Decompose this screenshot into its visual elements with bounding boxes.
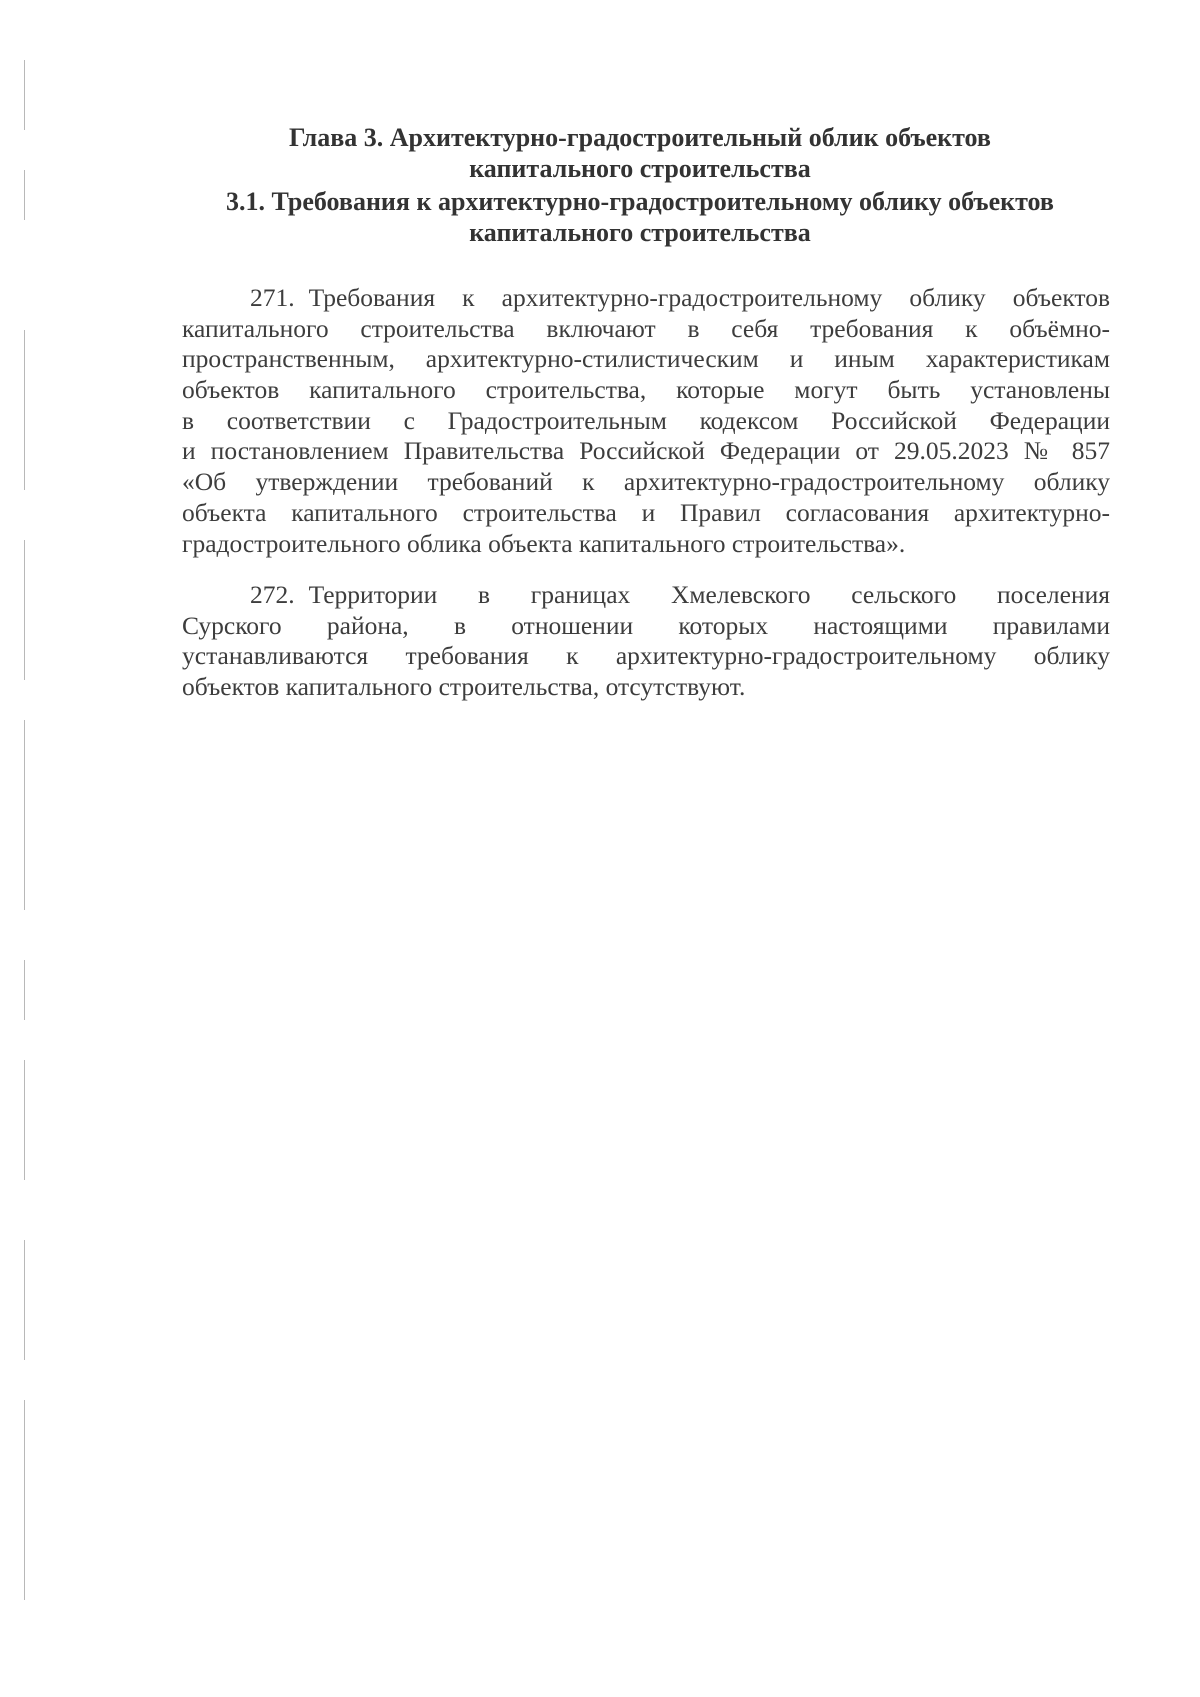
- chapter-title-line-2: капитального строительства: [469, 154, 811, 183]
- paragraph-line: объектов капитального строительства, отсутствуют.: [182, 672, 746, 702]
- paragraph-number: 272.: [250, 580, 295, 609]
- paragraph-272: [182, 580, 1110, 703]
- section-title-line-1: 3.1. Требования к архитектурно-градостроительному облику объектов: [226, 187, 1054, 216]
- paragraph-line: Сурского района, в отношении которых настоящими правилами: [182, 610, 1110, 640]
- paragraph-line: 272. Территории в границах Хмелевского сельского поселения: [250, 580, 1110, 609]
- paragraph-line: объекта капитального строительства и Правил согласования архитектурно-: [182, 497, 1110, 527]
- paragraph-number: 271.: [250, 283, 295, 312]
- paragraph-line: капитального строительства включают в себя требования к объёмно-: [182, 313, 1110, 343]
- paragraph-line: в соответствии с Градостроительным кодексом Российской Федерации: [182, 405, 1110, 435]
- section-title-line-2: капитального строительства: [469, 218, 811, 247]
- chapter-title: [180, 122, 1100, 184]
- section-title: [180, 186, 1100, 248]
- paragraph-line: и постановлением Правительства Российской Федерации от 29.05.2023 № 857: [182, 436, 1110, 466]
- chapter-title-line-1: Глава 3. Архитектурно-градостроительный облик объектов: [289, 123, 991, 152]
- paragraph-line: устанавливаются требования к архитектурно-градостроительному облику: [182, 641, 1110, 671]
- paragraph-271: [182, 283, 1110, 559]
- paragraph-line: «Об утверждении требований к архитектурно-градостроительному облику: [182, 467, 1110, 497]
- paragraph-line: пространственным, архитектурно-стилистическим и иным характеристикам: [182, 344, 1110, 374]
- paragraph-line: 271. Требования к архитектурно-градостроительному облику объектов: [250, 283, 1110, 312]
- paragraph-line: градостроительного облика объекта капитального строительства».: [182, 528, 906, 558]
- paragraph-line: объектов капитального строительства, которые могут быть установлены: [182, 375, 1110, 405]
